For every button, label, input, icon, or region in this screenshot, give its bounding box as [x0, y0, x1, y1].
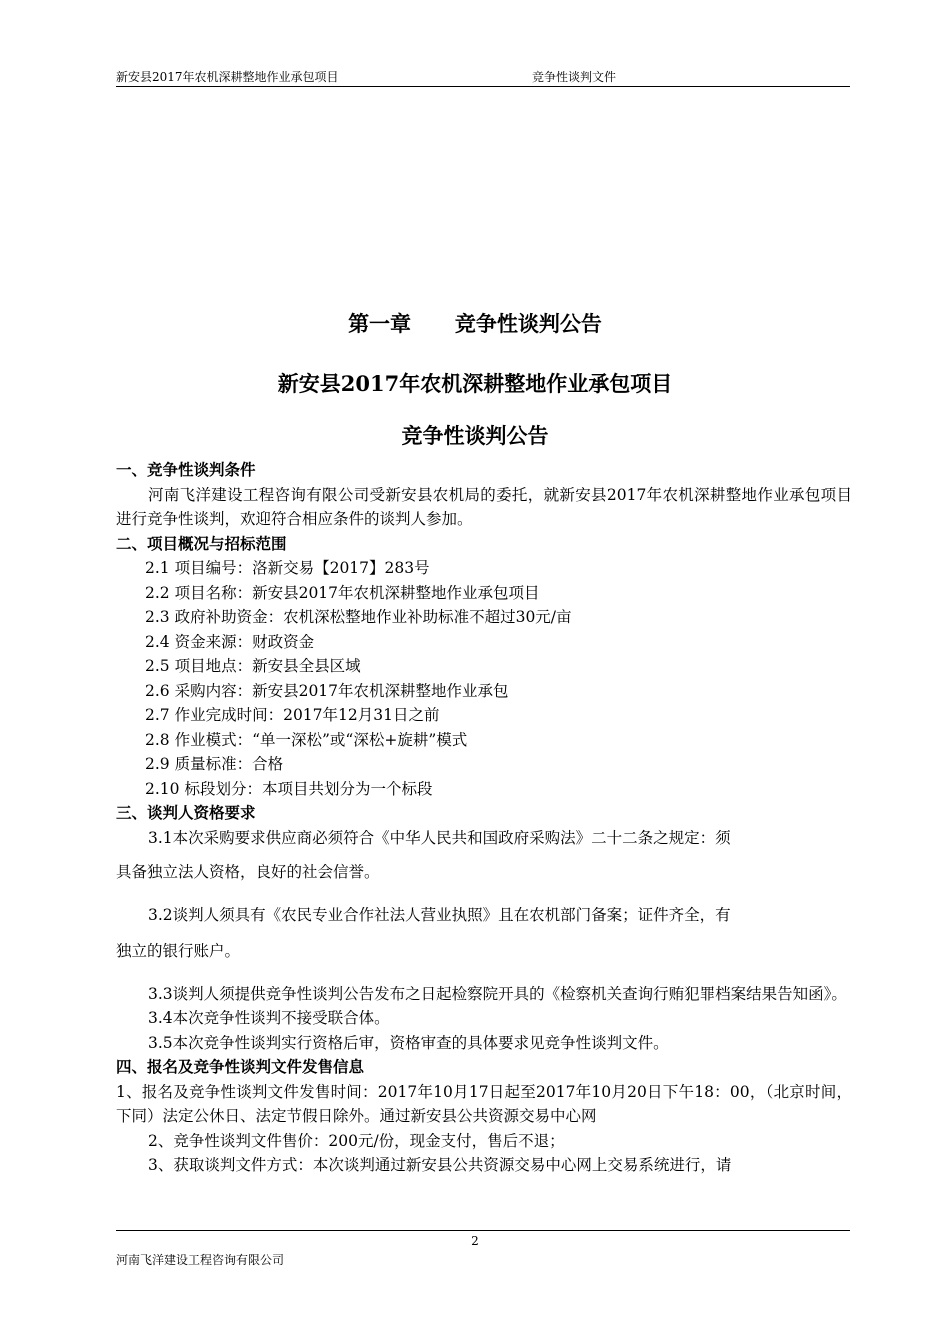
- qualification-3-1-line1: 3.1本次采购要求供应商必须符合《中华人民共和国政府采购法》二十二条之规定：须: [148, 828, 731, 847]
- page-header: [116, 62, 850, 87]
- chapter-title: 第一章 竞争性谈判公告: [348, 311, 602, 336]
- footer-divider: [116, 1230, 850, 1231]
- section3-heading: 三、谈判人资格要求: [116, 803, 256, 822]
- sale-info-1: 1、报名及竞争性谈判文件发售时间：2017年10月17日起至2017年10月20日下午18：00，（北京时间，下同）法定公休日、法定节假日除外。通过新安县公共资源交易中心网: [116, 1082, 852, 1125]
- list-item: 2.1 项目编号：洛新交易【2017】283号: [145, 559, 430, 577]
- list-item: 2.6 采购内容：新安县2017年农机深耕整地作业承包: [145, 681, 509, 700]
- header-doc-type: 竞争性谈判文件: [532, 70, 617, 84]
- qualification-3-2-line1: 3.2谈判人须具有《农民专业合作社法人营业执照》且在农机部门备案；证件齐全，有: [148, 905, 731, 924]
- page-number: 2: [471, 1234, 479, 1248]
- list-item: 2.8 作业模式：“单一深松”或“深松+旋耕”模式: [145, 730, 468, 749]
- sale-info-2: 2、竞争性谈判文件售价：200元/份，现金支付，售后不退；: [148, 1131, 565, 1150]
- qualification-3-3: 3.3谈判人须提供竞争性谈判公告发布之日起检察院开具的《检察机关查询行贿犯罪档案结果告知函》。: [148, 984, 847, 1003]
- list-item: 2.2 项目名称：新安县2017年农机深耕整地作业承包项目: [145, 583, 540, 602]
- list-item: 2.10 标段划分：本项目共划分为一个标段: [145, 779, 433, 798]
- qualification-3-5: 3.5本次竞争性谈判实行资格后审，资格审查的具体要求见竞争性谈判文件。: [148, 1033, 669, 1052]
- list-item: 2.3 政府补助资金：农机深松整地作业补助标准不超过30元/亩: [145, 608, 572, 626]
- qualification-3-1-line2: 具备独立法人资格，良好的社会信誉。: [116, 863, 380, 881]
- qualification-3-2-line2: 独立的银行账户。: [116, 942, 241, 960]
- sale-info-3: 3、获取谈判文件方式：本次谈判通过新安县公共资源交易中心网上交易系统进行，请: [148, 1156, 732, 1174]
- section1-heading: 一、竞争性谈判条件: [116, 460, 256, 479]
- announcement-title-line2: 竞争性谈判公告: [401, 423, 549, 448]
- list-item: 2.9 质量标准：合格: [145, 755, 284, 773]
- section4-heading: 四、报名及竞争性谈判文件发售信息: [116, 1057, 365, 1076]
- section2-heading: 二、项目概况与招标范围: [116, 533, 287, 553]
- footer-company-name: 河南飞洋建设工程咨询有限公司: [116, 1253, 285, 1267]
- list-item: 2.4 资金来源：财政资金: [145, 632, 315, 651]
- document-body: [116, 458, 852, 1178]
- announcement-title-line1: 新安县2017年农机深耕整地作业承包项目: [277, 371, 673, 396]
- section1-paragraph: 河南飞洋建设工程咨询有限公司受新安县农机局的委托，就新安县2017年农机深耕整地作业承包项目进行竞争性谈判，欢迎符合相应条件的谈判人参加。: [116, 485, 852, 528]
- list-item: 2.7 作业完成时间：2017年12月31日之前: [145, 706, 440, 724]
- header-project-name: 新安县2017年农机深耕整地作业承包项目: [116, 70, 339, 84]
- qualification-3-4: 3.4本次竞争性谈判不接受联合体。: [148, 1009, 390, 1027]
- list-item: 2.5 项目地点：新安县全县区域: [145, 657, 361, 675]
